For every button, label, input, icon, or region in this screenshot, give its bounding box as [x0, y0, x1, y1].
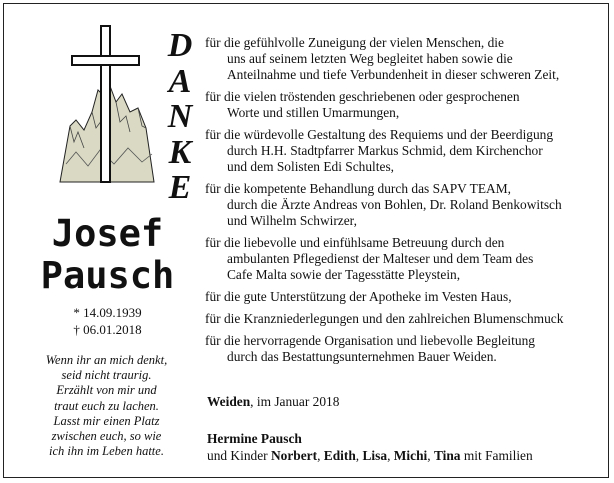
- thanks-line: für die hervorragende Organisation und liebevolle Begleitung: [205, 333, 535, 348]
- thanks-line: für die Kranzniederlegungen und den zahlreichen Blumenschmuck: [205, 311, 564, 326]
- thanks-item: [205, 311, 605, 327]
- signature-main: Hermine Pausch: [207, 431, 302, 446]
- thanks-item: [205, 289, 605, 305]
- poem-line: Wenn ihr an mich denkt,: [45, 353, 168, 367]
- thanks-line: für die kompetente Behandlung durch das SAPV TEAM,: [205, 181, 511, 196]
- memorial-poem: [14, 353, 199, 459]
- thanks-item: [205, 181, 605, 229]
- signature-children: und Kinder Norbert, Edith, Lisa, Michi, Tina mit Familien: [207, 448, 533, 463]
- poem-line: Lasst mir einen Platz: [53, 413, 160, 428]
- birth-date: * 14.09.1939: [73, 305, 142, 320]
- thanks-item: [205, 333, 605, 365]
- heading-letter: K: [168, 133, 192, 171]
- signature-suffix: mit Familien: [460, 448, 533, 463]
- poem-line: zwischen euch, so wie: [51, 429, 162, 444]
- thanks-line: für die gute Unterstützung der Apotheke im Vesten Haus,: [205, 289, 512, 304]
- signature: [207, 430, 533, 464]
- thanks-line: für die würdevolle Gestaltung des Requiems und der Beerdigung: [205, 127, 554, 142]
- place-city: Weiden: [207, 394, 251, 409]
- place-rest: , im Januar 2018: [250, 394, 340, 409]
- poem-line: ich ihn im Leben hatte.: [49, 444, 164, 459]
- thanks-line: Anteilnahme und tiefe Verbundenheit in dieser schweren Zeit,: [227, 67, 560, 82]
- thanks-line: uns auf seinem letzten Weg begleitet haben sowie die: [227, 51, 513, 66]
- child-name: Lisa: [362, 448, 388, 463]
- thanks-line: für die gefühlvolle Zuneigung der vielen Menschen, die: [205, 35, 504, 50]
- heading-letter: N: [167, 98, 193, 135]
- poem-line: traut euch zu lachen.: [54, 398, 159, 413]
- thanks-line: durch H.H. Stadtpfarrer Markus Schmid, dem Kirchenchor: [227, 143, 543, 158]
- heading-letter: D: [167, 27, 193, 64]
- place-date: [207, 394, 339, 410]
- thanks-item: [205, 89, 605, 121]
- heading-letter: A: [168, 62, 192, 100]
- child-name: Norbert: [270, 448, 318, 463]
- danke-heading: [160, 28, 200, 206]
- child-name: Edith: [323, 448, 356, 463]
- cross-icon: [58, 24, 156, 184]
- thanks-line: ambulanten Pflegedienst der Malteser und dem Team des: [227, 251, 534, 266]
- thanks-line: Cafe Malta sowie der Tagesstätte Pleystein,: [227, 267, 461, 282]
- thanks-line: für die liebevolle und einfühlsame Betreuung durch den: [205, 235, 505, 250]
- thanks-line: und Wilhelm Schwirzer,: [227, 213, 357, 228]
- thanks-line: durch das Bestattungsunternehmen Bauer Weiden.: [227, 349, 497, 364]
- thanks-item: [205, 235, 605, 283]
- death-date: † 06.01.2018: [73, 322, 142, 337]
- deceased-first-name: Josef: [51, 212, 164, 255]
- child-name: Michi: [393, 448, 428, 463]
- thanks-line: für die vielen tröstenden geschriebenen oder gesprochenen: [205, 89, 520, 104]
- heading-letter: E: [168, 169, 192, 206]
- poem-line: Erzählt von mir und: [56, 383, 157, 398]
- thanks-line: Worte und stillen Umarmungen,: [227, 105, 400, 120]
- child-name: Tina: [433, 448, 461, 463]
- signature-prefix: und Kinder: [207, 448, 271, 463]
- thanks-item: [205, 127, 605, 175]
- thanks-line: und dem Solisten Edi Schultes,: [227, 159, 395, 174]
- deceased-last-name: Pausch: [40, 254, 175, 297]
- poem-line: seid nicht traurig.: [61, 368, 152, 383]
- thanks-list: [205, 35, 605, 371]
- thanks-line: durch die Ärzte Andreas von Bohlen, Dr. Roland Benkowitsch: [227, 197, 562, 212]
- thanks-item: [205, 35, 605, 83]
